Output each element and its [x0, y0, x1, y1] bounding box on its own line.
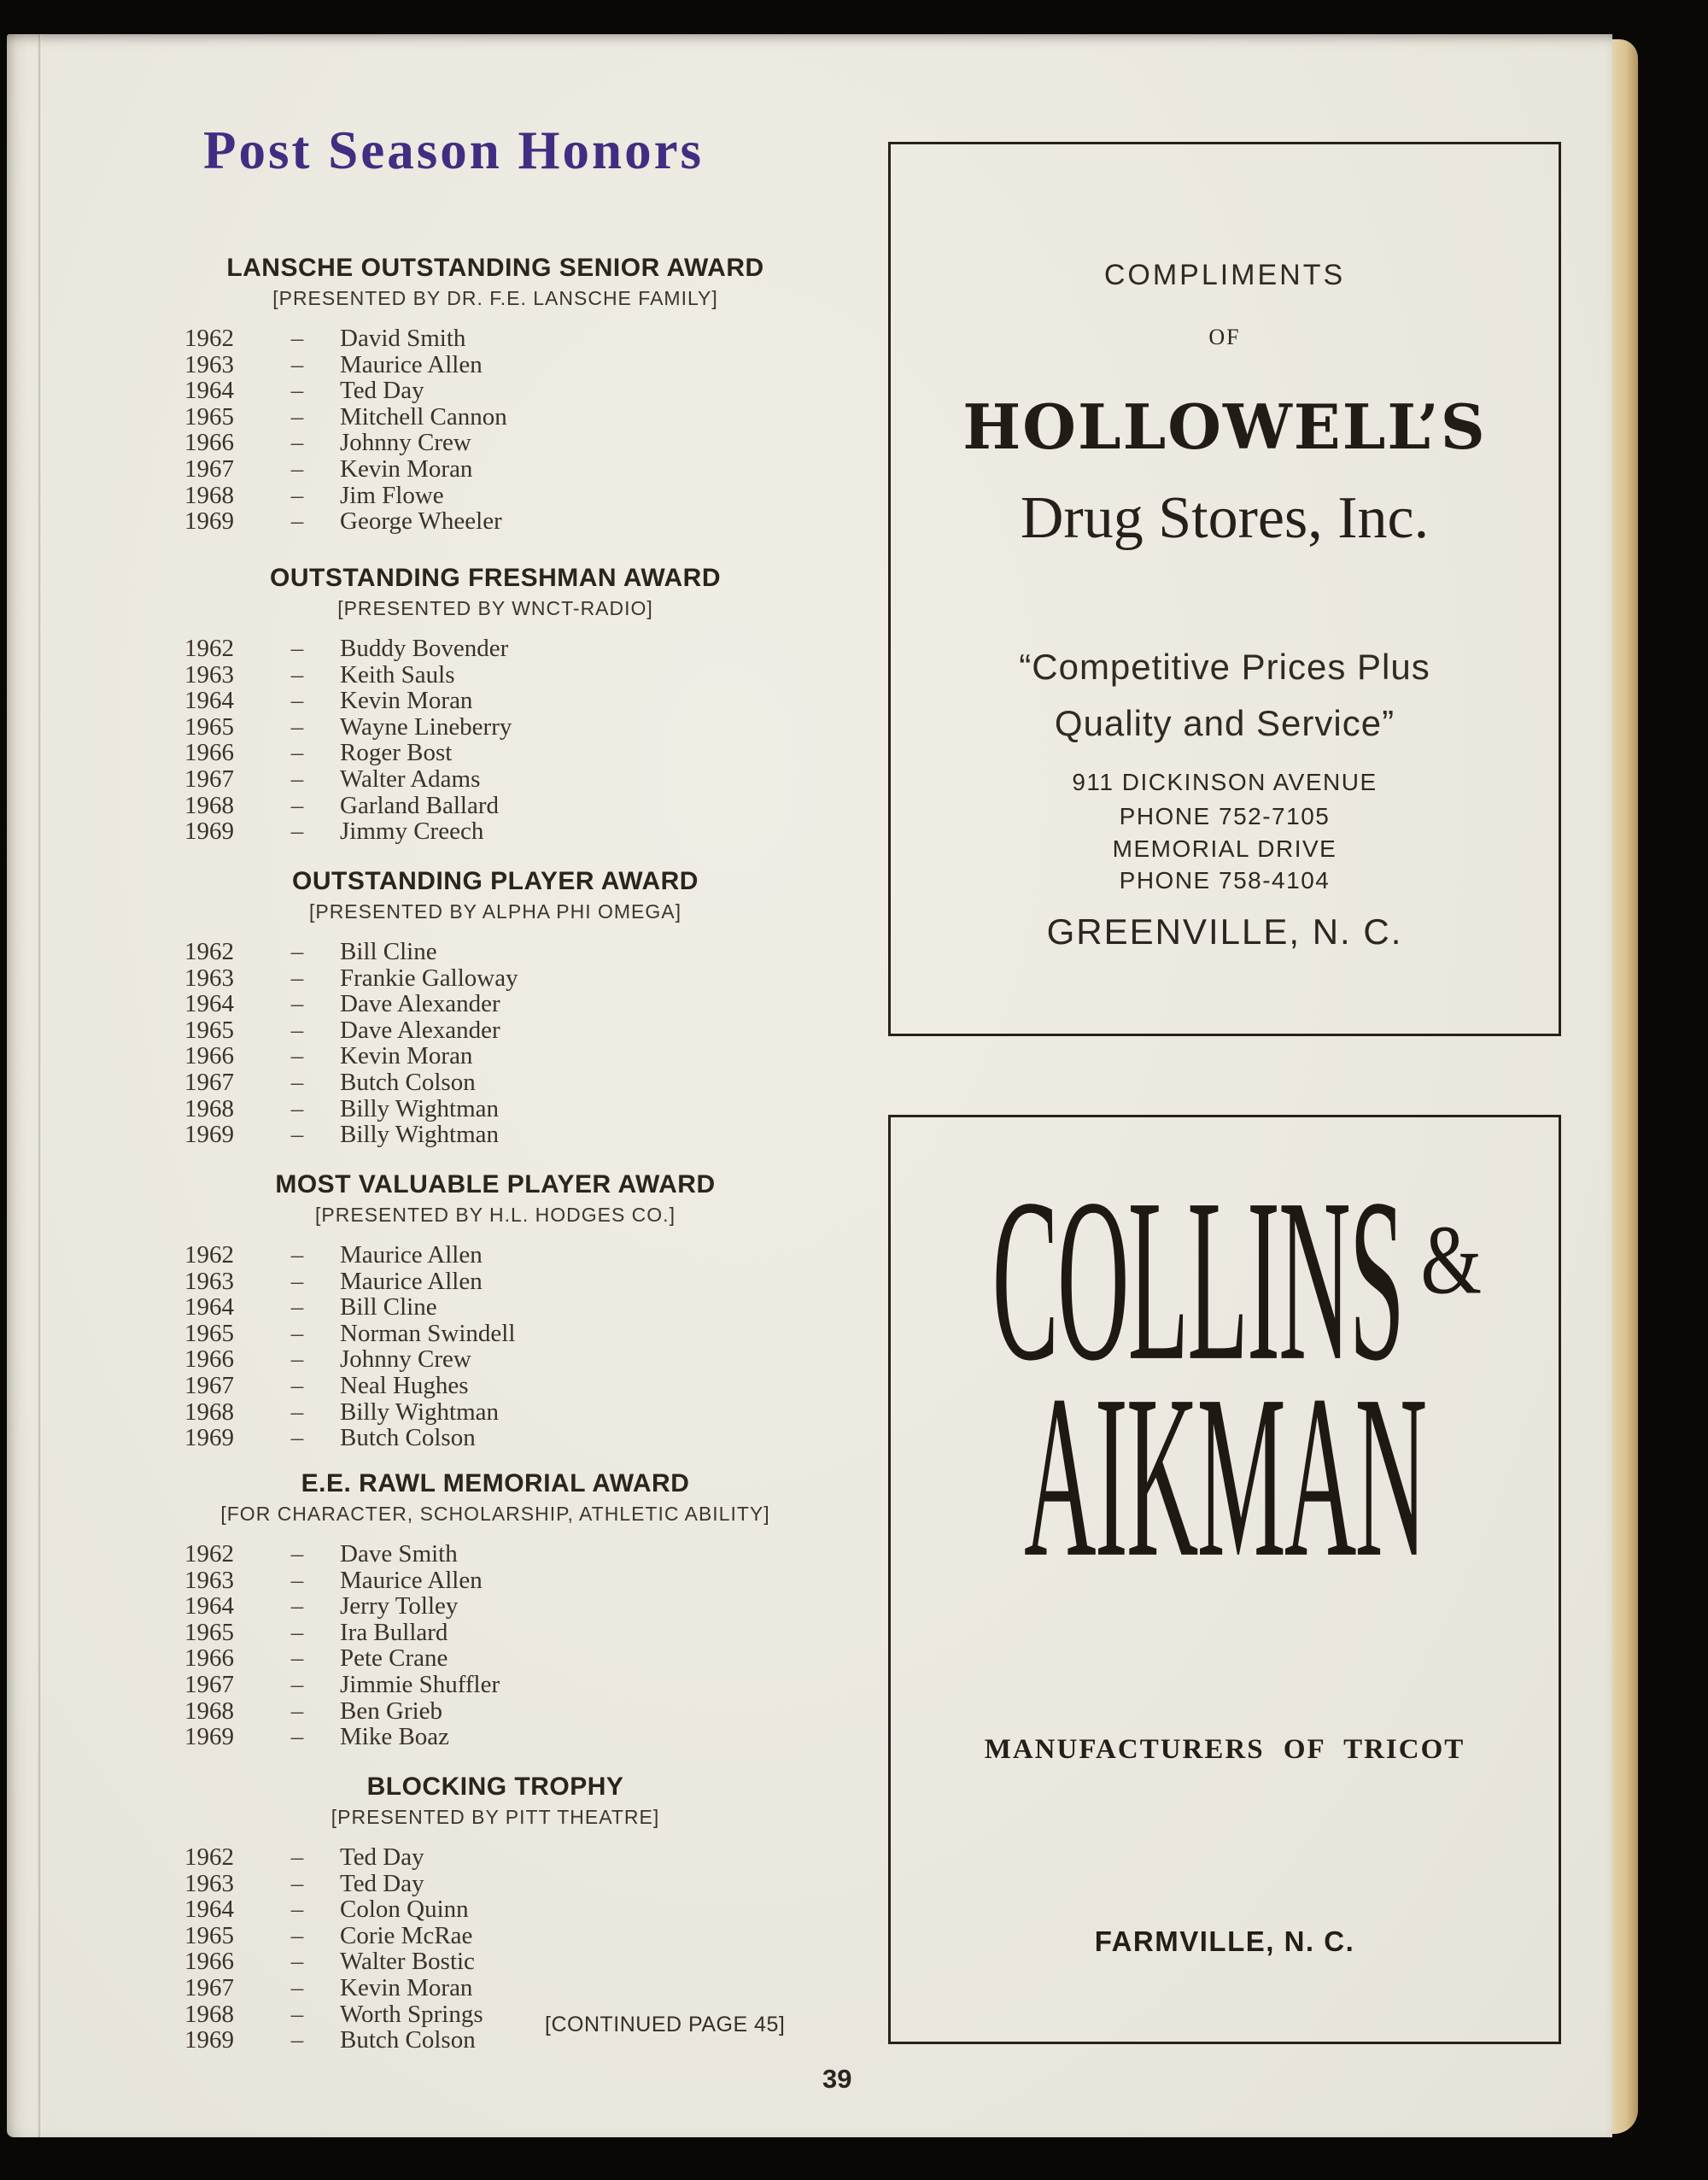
award-row: [184, 1242, 731, 1269]
dash-glyph: –: [290, 1319, 304, 1347]
award-year: 1966: [184, 429, 234, 457]
award-row: [184, 483, 731, 509]
dash-glyph: –: [290, 2026, 304, 2054]
ad-of-line: OF: [1208, 325, 1241, 349]
award-row: [184, 1294, 731, 1321]
award-subtitle: [PRESENTED BY ALPHA PHI OMEGA]: [308, 900, 682, 923]
page-title: Post Season Honors: [203, 120, 705, 180]
award-winner-name: Kevin Moran: [340, 687, 473, 715]
award-row: [184, 1043, 731, 1069]
award-title: BLOCKING TROPHY: [366, 1773, 624, 1801]
award-row: [184, 1096, 731, 1122]
award-row: [184, 1844, 731, 1871]
ampersand-glyph: &: [1420, 1205, 1482, 1315]
award-winner-name: Kevin Moran: [340, 1042, 473, 1070]
award-row: [184, 378, 731, 404]
ad-address2: MEMORIAL DRIVE: [1112, 835, 1337, 862]
award-year: 1969: [184, 1424, 234, 1452]
award-winner-name: Corie McRae: [340, 1921, 473, 1949]
award-winner-name: Ted Day: [340, 1843, 424, 1871]
award-year: 1965: [184, 1921, 234, 1949]
award-row: [184, 1346, 731, 1373]
award-year: 1962: [184, 635, 234, 662]
award-year: 1968: [184, 1697, 234, 1725]
award-year: 1969: [184, 507, 234, 536]
award-winner-name: Butch Colson: [340, 1068, 476, 1096]
award-year: 1964: [184, 377, 234, 405]
award-section-most-valuable-player: [111, 1170, 880, 1451]
ad-city: FARMVILLE, N. C.: [1094, 1925, 1355, 1957]
award-section-outstanding-player: [111, 867, 880, 1148]
award-year: 1968: [184, 2000, 234, 2028]
award-subtitle: [PRESENTED BY DR. F.E. LANSCHE FAMILY]: [272, 287, 718, 309]
award-year: 1964: [184, 687, 234, 715]
dash-glyph: –: [290, 507, 304, 536]
dash-glyph: –: [290, 1345, 304, 1374]
award-year: 1969: [184, 2026, 234, 2054]
award-winner-name: Jimmie Shuffler: [340, 1670, 500, 1698]
ad-phone2: PHONE 758-4104: [1119, 867, 1331, 894]
ad-hollowells-name2: Drug Stores, Inc.: [1020, 485, 1430, 551]
dash-glyph: –: [290, 1921, 304, 1949]
award-year: 1962: [184, 1241, 234, 1269]
award-row: [184, 1373, 731, 1399]
award-row: [184, 1399, 731, 1426]
dash-glyph: –: [290, 1540, 304, 1568]
award-year: 1967: [184, 765, 234, 793]
dash-glyph: –: [290, 481, 304, 509]
award-year: 1969: [184, 1121, 234, 1149]
award-winner-list: [184, 1242, 731, 1451]
award-title: OUTSTANDING FRESHMAN AWARD: [270, 564, 721, 592]
award-year: 1965: [184, 712, 234, 741]
ad-collins-aikman: [888, 1115, 1561, 2044]
award-row: [184, 1698, 731, 1725]
award-winner-name: Walter Bostic: [340, 1948, 475, 1976]
award-row: [184, 939, 731, 965]
award-row: [184, 1896, 731, 1923]
award-title: MOST VALUABLE PLAYER AWARD: [275, 1170, 716, 1198]
award-year: 1969: [184, 1723, 234, 1751]
ad-city: GREENVILLE, N. C.: [1046, 911, 1403, 952]
award-row: [184, 1593, 731, 1620]
dash-glyph: –: [290, 1723, 304, 1751]
award-winner-list: [184, 325, 731, 535]
award-winner-name: Mitchell Cannon: [340, 402, 507, 431]
dash-glyph: –: [290, 1843, 304, 1871]
award-winner-name: Billy Wightman: [340, 1094, 499, 1122]
dash-glyph: –: [290, 1566, 304, 1594]
award-year: 1964: [184, 990, 234, 1018]
award-year: 1966: [184, 1644, 234, 1673]
award-winner-name: Keith Sauls: [340, 660, 455, 689]
award-row: [184, 1672, 731, 1698]
award-winner-list: [184, 1541, 731, 1750]
award-title: OUTSTANDING PLAYER AWARD: [292, 867, 699, 895]
award-year: 1962: [184, 938, 234, 965]
award-row: [184, 1269, 731, 1295]
award-winner-name: Dave Smith: [340, 1540, 458, 1568]
dash-glyph: –: [290, 1644, 304, 1673]
dash-glyph: –: [290, 1398, 304, 1426]
award-year: 1965: [184, 1319, 234, 1347]
dash-glyph: –: [290, 454, 304, 483]
award-row: [184, 991, 731, 1017]
dash-glyph: –: [290, 402, 304, 431]
ad-address1: 911 DICKINSON AVENUE: [1072, 769, 1378, 795]
award-year: 1965: [184, 402, 234, 431]
dash-glyph: –: [290, 1121, 304, 1149]
dash-glyph: –: [290, 1697, 304, 1725]
award-winner-name: Butch Colson: [340, 1424, 476, 1452]
award-winner-name: Butch Colson: [340, 2026, 476, 2054]
award-winner-name: George Wheeler: [340, 507, 502, 536]
award-winner-name: Ted Day: [340, 1869, 424, 1897]
award-winner-name: David Smith: [340, 325, 466, 352]
award-year: 1962: [184, 1540, 234, 1568]
award-year: 1964: [184, 1896, 234, 1924]
award-winner-name: Ben Grieb: [340, 1697, 442, 1725]
dash-glyph: –: [290, 660, 304, 689]
ad-aikman-word-line: [891, 1348, 1559, 1607]
award-year: 1964: [184, 1592, 234, 1620]
dash-glyph: –: [290, 1068, 304, 1096]
award-subtitle: [FOR CHARACTER, SCHOLARSHIP, ATHLETIC ABILITY]: [220, 1503, 770, 1525]
award-row: [184, 1871, 731, 1897]
award-winner-name: Ira Bullard: [340, 1618, 448, 1646]
award-winner-name: Maurice Allen: [340, 350, 483, 378]
award-year: 1967: [184, 1371, 234, 1399]
award-title: LANSCHE OUTSTANDING SENIOR AWARD: [226, 254, 764, 282]
award-year: 1962: [184, 1843, 234, 1871]
dash-glyph: –: [290, 739, 304, 767]
dash-glyph: –: [290, 1016, 304, 1044]
award-winner-name: Jim Flowe: [340, 481, 444, 509]
award-year: 1963: [184, 350, 234, 378]
award-year: 1966: [184, 1948, 234, 1976]
award-title: E.E. RAWL MEMORIAL AWARD: [301, 1469, 690, 1497]
dash-glyph: –: [290, 429, 304, 457]
award-winner-name: Colon Quinn: [340, 1896, 469, 1924]
award-year: 1966: [184, 1345, 234, 1374]
award-row: [184, 404, 731, 431]
award-row: [184, 662, 731, 689]
page-number: 39: [822, 2064, 852, 2094]
award-year: 1965: [184, 1016, 234, 1044]
award-year: 1964: [184, 1293, 234, 1321]
award-row: [184, 793, 731, 819]
dash-glyph: –: [290, 325, 304, 352]
award-year: 1963: [184, 1566, 234, 1594]
dash-glyph: –: [290, 1973, 304, 2001]
award-year: 1967: [184, 1670, 234, 1698]
dash-glyph: –: [290, 1869, 304, 1897]
dash-glyph: –: [290, 687, 304, 715]
dash-glyph: –: [290, 350, 304, 378]
award-winner-name: Maurice Allen: [340, 1241, 483, 1269]
ad-collins-word-line: [891, 1152, 1559, 1410]
award-winner-name: Norman Swindell: [340, 1319, 516, 1347]
award-winner-name: Johnny Crew: [340, 429, 471, 457]
award-winner-name: Ted Day: [340, 377, 424, 405]
award-row: [184, 1069, 731, 1096]
award-year: 1963: [184, 1869, 234, 1897]
award-year: 1965: [184, 1618, 234, 1646]
award-winner-name: Jimmy Creech: [340, 818, 484, 846]
award-row: [184, 1949, 731, 1975]
dash-glyph: –: [290, 1618, 304, 1646]
award-row: [184, 1923, 731, 1949]
dash-glyph: –: [290, 1241, 304, 1269]
award-winner-name: Dave Alexander: [340, 990, 500, 1018]
award-row: [184, 1620, 731, 1646]
dash-glyph: –: [290, 964, 304, 992]
award-winner-list: [184, 636, 731, 845]
award-row: [184, 430, 731, 456]
award-winner-name: Kevin Moran: [340, 1973, 473, 2001]
award-year: 1968: [184, 1094, 234, 1122]
award-winner-name: Garland Ballard: [340, 791, 500, 819]
award-year: 1966: [184, 739, 234, 767]
award-year: 1967: [184, 1068, 234, 1096]
award-subtitle: [PRESENTED BY WNCT-RADIO]: [337, 597, 653, 619]
award-subtitle: [PRESENTED BY H.L. HODGES CO.]: [315, 1204, 676, 1226]
award-year: 1962: [184, 325, 234, 352]
dash-glyph: –: [290, 765, 304, 793]
dash-glyph: –: [290, 791, 304, 819]
award-section-blocking-trophy: [111, 1773, 880, 2054]
award-winner-name: Neal Hughes: [340, 1371, 469, 1399]
dash-glyph: –: [290, 1042, 304, 1070]
award-winner-name: Pete Crane: [340, 1644, 448, 1673]
award-row: [184, 688, 731, 714]
award-row: [184, 1541, 731, 1568]
award-row: [184, 965, 731, 992]
award-year: 1963: [184, 1267, 234, 1295]
dash-glyph: –: [290, 938, 304, 965]
award-row: [184, 714, 731, 741]
ad-phone1: PHONE 752-7105: [1119, 803, 1331, 829]
award-winner-name: Walter Adams: [340, 765, 481, 793]
page-crease: [38, 34, 42, 2137]
dash-glyph: –: [290, 818, 304, 846]
award-row: [184, 1425, 731, 1451]
dash-glyph: –: [290, 1896, 304, 1924]
ad-slogan-line2: Quality and Service”: [1054, 703, 1395, 743]
dash-glyph: –: [290, 1424, 304, 1452]
award-row: [184, 325, 731, 352]
dash-glyph: –: [290, 990, 304, 1018]
award-row: [184, 740, 731, 766]
award-year: 1966: [184, 1042, 234, 1070]
dash-glyph: –: [290, 635, 304, 662]
award-winner-name: Worth Springs: [340, 2000, 483, 2028]
award-year: 1968: [184, 1398, 234, 1426]
award-row: [184, 1568, 731, 1594]
award-row: [184, 1017, 731, 1044]
award-winner-name: Wayne Lineberry: [340, 712, 512, 741]
award-row: [184, 352, 731, 378]
dash-glyph: –: [290, 1371, 304, 1399]
dash-glyph: –: [290, 1267, 304, 1295]
dash-glyph: –: [290, 1592, 304, 1620]
dash-glyph: –: [290, 1293, 304, 1321]
ad-collins-word: COLLINS: [991, 1152, 1403, 1410]
ad-tagline: MANUFACTURERS OF TRICOT: [984, 1734, 1465, 1765]
award-year: 1968: [184, 791, 234, 819]
dash-glyph: –: [290, 377, 304, 405]
award-subtitle: [PRESENTED BY PITT THEATRE]: [330, 1806, 660, 1828]
award-row: [184, 456, 731, 483]
award-winner-name: Johnny Crew: [340, 1345, 471, 1374]
ad-compliments-line: COMPLIMENTS: [1103, 259, 1346, 291]
award-winner-name: Maurice Allen: [340, 1267, 483, 1295]
award-year: 1968: [184, 481, 234, 509]
award-row: [184, 636, 731, 662]
award-row: [184, 1975, 731, 2001]
award-winner-name: Bill Cline: [340, 1293, 437, 1321]
dash-glyph: –: [290, 2000, 304, 2028]
award-year: 1967: [184, 454, 234, 483]
award-section-lansche-senior: [111, 254, 880, 535]
award-winner-name: Jerry Tolley: [340, 1592, 459, 1620]
ad-slogan-line1: “Competitive Prices Plus: [1019, 647, 1430, 687]
award-year: 1963: [184, 660, 234, 689]
award-winner-name: Mike Boaz: [340, 1723, 450, 1751]
award-winner-name: Billy Wightman: [340, 1121, 499, 1149]
ad-hollowells-name: HOLLOWELL’S: [962, 390, 1487, 463]
award-row: [184, 508, 731, 535]
award-year: 1963: [184, 964, 234, 992]
award-row: [184, 1724, 731, 1750]
award-winner-name: Bill Cline: [340, 938, 437, 965]
award-winner-name: Dave Alexander: [340, 1016, 500, 1044]
award-row: [184, 1122, 731, 1148]
award-row: [184, 1645, 731, 1672]
award-year: 1969: [184, 818, 234, 846]
award-row: [184, 818, 731, 845]
award-section-rawl-memorial: [111, 1469, 880, 1750]
dash-glyph: –: [290, 1948, 304, 1976]
dash-glyph: –: [290, 1094, 304, 1122]
award-winner-name: Billy Wightman: [340, 1398, 499, 1426]
ad-aikman-word: AIKMAN: [1023, 1348, 1426, 1607]
continued-note: [CONTINUED PAGE 45]: [545, 2013, 786, 2036]
award-winner-name: Buddy Bovender: [340, 635, 509, 662]
award-winner-name: Maurice Allen: [340, 1566, 483, 1594]
award-winner-name: Kevin Moran: [340, 454, 473, 483]
award-row: [184, 766, 731, 793]
award-winner-list: [184, 939, 731, 1148]
award-winner-name: Frankie Galloway: [340, 964, 518, 992]
award-year: 1967: [184, 1973, 234, 2001]
dash-glyph: –: [290, 1670, 304, 1698]
award-winner-name: Roger Bost: [340, 739, 453, 767]
award-section-outstanding-freshman: [111, 564, 880, 845]
award-row: [184, 1321, 731, 1347]
dash-glyph: –: [290, 712, 304, 741]
ad-hollowells-drug-stores: [888, 142, 1561, 1036]
